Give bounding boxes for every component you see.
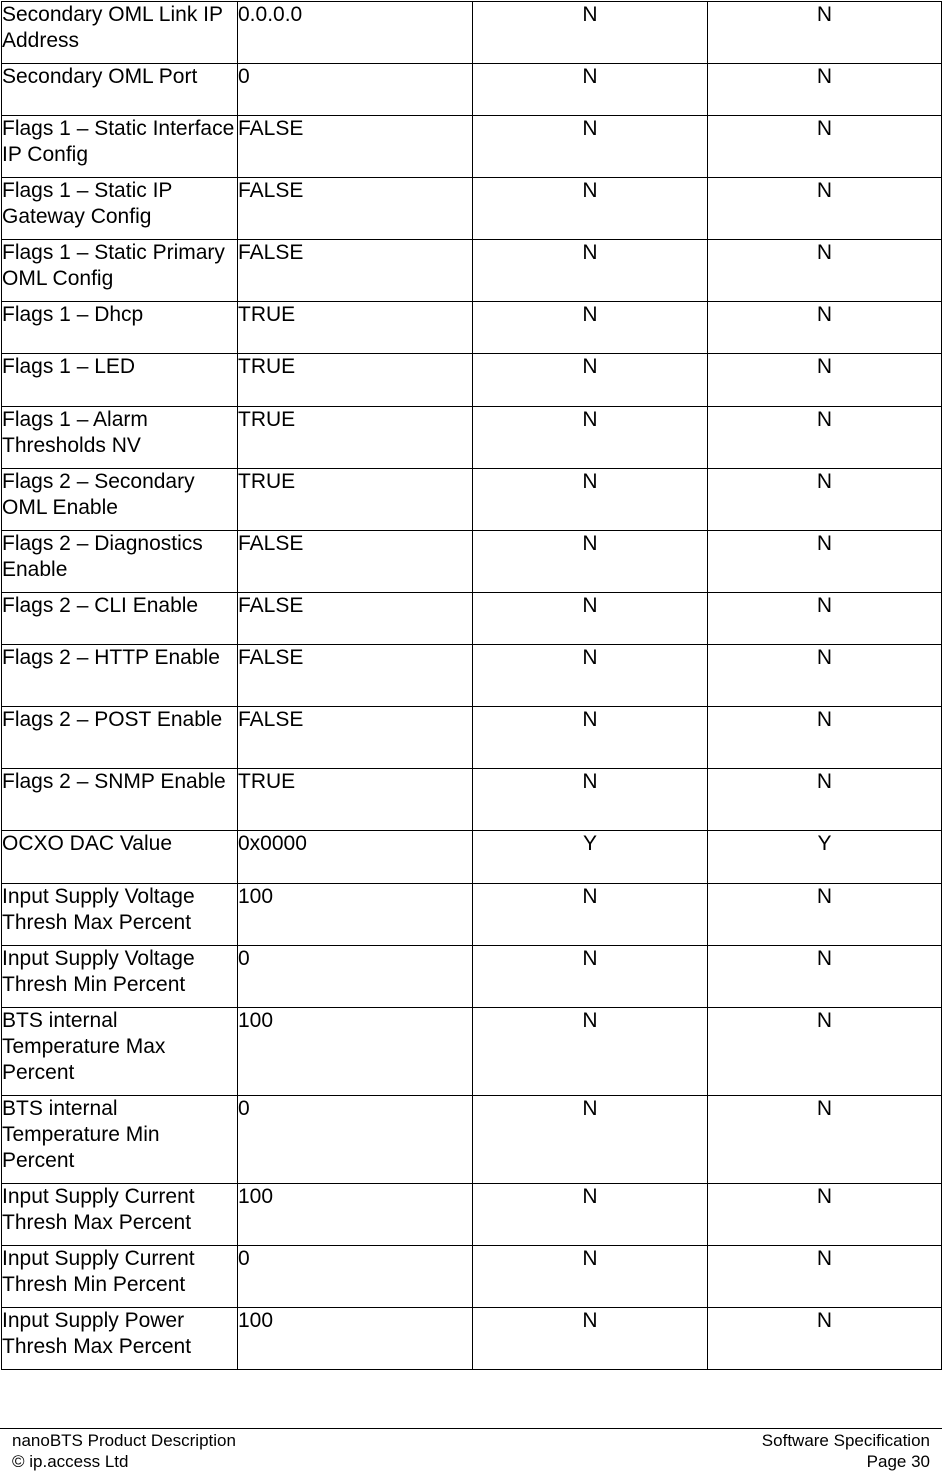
param-name: Input Supply Power Thresh Max Percent (2, 1308, 238, 1370)
param-flag-col3: N (473, 469, 708, 531)
param-flag-col4: N (708, 1096, 942, 1184)
param-flag-col4: N (708, 2, 942, 64)
table-row (2, 469, 942, 531)
param-value: 0.0.0.0 (238, 2, 473, 64)
param-flag-col3: N (473, 1008, 708, 1096)
param-flag-col3: N (473, 116, 708, 178)
param-flag-col3: N (473, 1184, 708, 1246)
footer-line-1 (0, 1429, 942, 1451)
param-value: 100 (238, 1184, 473, 1246)
param-name: BTS internal Temperature Min Percent (2, 1096, 238, 1184)
param-name: Input Supply Voltage Thresh Max Percent (2, 884, 238, 946)
param-name: Flags 1 – Dhcp (2, 302, 238, 354)
param-value: 0 (238, 1246, 473, 1308)
param-value: 0 (238, 1096, 473, 1184)
param-flag-col3: N (473, 1246, 708, 1308)
table-row (2, 354, 942, 407)
param-name: Flags 2 – SNMP Enable (2, 769, 238, 831)
param-flag-col4: N (708, 407, 942, 469)
param-flag-col4: N (708, 302, 942, 354)
param-name: Input Supply Current Thresh Min Percent (2, 1246, 238, 1308)
param-flag-col4: N (708, 240, 942, 302)
param-flag-col3: N (473, 946, 708, 1008)
param-flag-col3: N (473, 1096, 708, 1184)
param-flag-col3: N (473, 240, 708, 302)
param-flag-col3: N (473, 407, 708, 469)
param-flag-col4: N (708, 354, 942, 407)
param-name: Flags 1 – Alarm Thresholds NV (2, 407, 238, 469)
table-row (2, 884, 942, 946)
param-value: 0x0000 (238, 831, 473, 884)
param-value: TRUE (238, 469, 473, 531)
param-flag-col3: N (473, 1308, 708, 1370)
parameter-table-body (2, 2, 942, 1370)
table-row (2, 769, 942, 831)
param-flag-col4: N (708, 531, 942, 593)
param-value: FALSE (238, 240, 473, 302)
param-name: Flags 1 – Static Primary OML Config (2, 240, 238, 302)
param-flag-col3: N (473, 769, 708, 831)
param-flag-col4: N (708, 64, 942, 116)
table-row (2, 2, 942, 64)
param-flag-col4: N (708, 1184, 942, 1246)
param-flag-col3: N (473, 707, 708, 769)
param-flag-col4: N (708, 1308, 942, 1370)
table-row (2, 946, 942, 1008)
param-flag-col4: N (708, 645, 942, 707)
table-row (2, 1008, 942, 1096)
param-flag-col3: Y (473, 831, 708, 884)
param-flag-col4: N (708, 593, 942, 645)
page-footer (0, 1428, 942, 1472)
param-name: Input Supply Voltage Thresh Min Percent (2, 946, 238, 1008)
param-value: FALSE (238, 645, 473, 707)
table-row (2, 831, 942, 884)
param-value: FALSE (238, 531, 473, 593)
param-flag-col4: N (708, 769, 942, 831)
table-row (2, 645, 942, 707)
param-flag-col4: N (708, 178, 942, 240)
table-row (2, 64, 942, 116)
table-row (2, 116, 942, 178)
param-name: Flags 2 – Secondary OML Enable (2, 469, 238, 531)
table-row (2, 593, 942, 645)
param-value: FALSE (238, 593, 473, 645)
param-flag-col4: N (708, 707, 942, 769)
table-row (2, 707, 942, 769)
param-flag-col4: Y (708, 831, 942, 884)
table-row (2, 240, 942, 302)
param-name: OCXO DAC Value (2, 831, 238, 884)
param-flag-col3: N (473, 2, 708, 64)
param-flag-col3: N (473, 645, 708, 707)
section-title: Software Specification (761, 1431, 930, 1450)
param-value: TRUE (238, 769, 473, 831)
table-row (2, 302, 942, 354)
param-name: Flags 1 – LED (2, 354, 238, 407)
param-flag-col4: N (708, 1008, 942, 1096)
param-name: Secondary OML Link IP Address (2, 2, 238, 64)
param-flag-col4: N (708, 946, 942, 1008)
param-flag-col3: N (473, 593, 708, 645)
copyright-notice: © ip.access Ltd (12, 1452, 129, 1471)
param-flag-col3: N (473, 302, 708, 354)
table-row (2, 407, 942, 469)
param-flag-col4: N (708, 884, 942, 946)
param-flag-col4: N (708, 116, 942, 178)
param-flag-col3: N (473, 178, 708, 240)
param-name: Flags 2 – POST Enable (2, 707, 238, 769)
param-flag-col3: N (473, 64, 708, 116)
param-name: Secondary OML Port (2, 64, 238, 116)
param-value: 100 (238, 1008, 473, 1096)
param-flag-col4: N (708, 1246, 942, 1308)
table-row (2, 1246, 942, 1308)
param-name: Flags 2 – Diagnostics Enable (2, 531, 238, 593)
param-value: TRUE (238, 354, 473, 407)
table-row (2, 178, 942, 240)
param-name: Input Supply Current Thresh Max Percent (2, 1184, 238, 1246)
param-value: TRUE (238, 302, 473, 354)
param-value: 0 (238, 64, 473, 116)
param-value: TRUE (238, 407, 473, 469)
param-value: FALSE (238, 116, 473, 178)
param-value: FALSE (238, 178, 473, 240)
param-name: Flags 2 – HTTP Enable (2, 645, 238, 707)
param-value: 0 (238, 946, 473, 1008)
param-name: Flags 1 – Static Interface IP Config (2, 116, 238, 178)
table-row (2, 531, 942, 593)
page-number: Page 30 (866, 1452, 930, 1471)
param-flag-col3: N (473, 884, 708, 946)
document-title: nanoBTS Product Description (12, 1431, 236, 1450)
param-flag-col4: N (708, 469, 942, 531)
param-name: BTS internal Temperature Max Percent (2, 1008, 238, 1096)
param-value: FALSE (238, 707, 473, 769)
table-row (2, 1096, 942, 1184)
parameter-table (1, 1, 942, 1370)
param-name: Flags 2 – CLI Enable (2, 593, 238, 645)
footer-line-2 (0, 1451, 942, 1472)
param-name: Flags 1 – Static IP Gateway Config (2, 178, 238, 240)
param-value: 100 (238, 1308, 473, 1370)
table-row (2, 1184, 942, 1246)
param-flag-col3: N (473, 354, 708, 407)
param-value: 100 (238, 884, 473, 946)
table-row (2, 1308, 942, 1370)
param-flag-col3: N (473, 531, 708, 593)
